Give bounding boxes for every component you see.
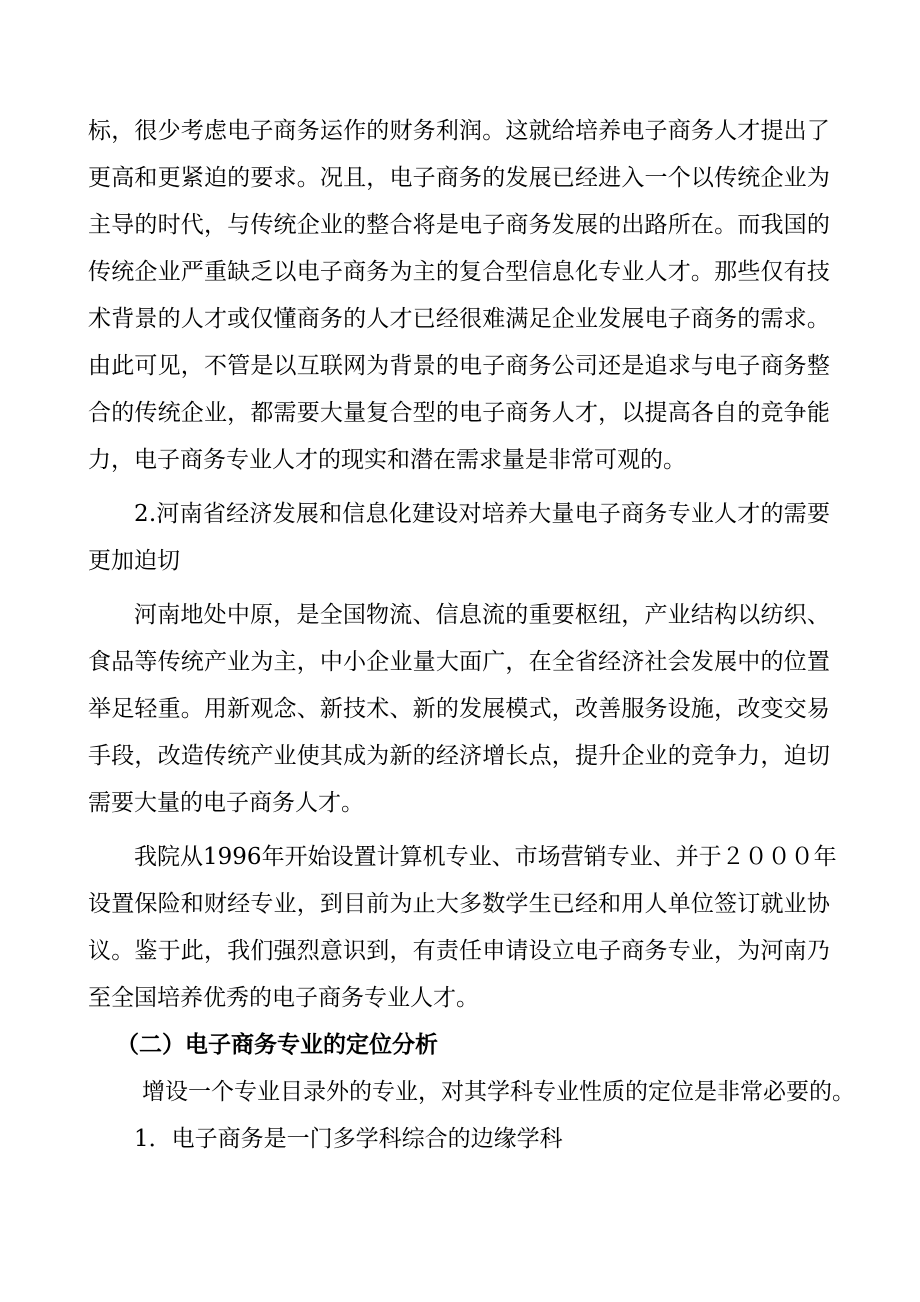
section-heading-line: 2 . 河 南 省 经 济 发 展 和 信 息 化 建 设 对 培 养 大 量 电 子 商 务 专 业 人 才 的 需 要 xyxy=(134,501,830,527)
paragraph-line: 标 ， 很 少 考 虑 电 子 商 务 运 作 的 财 务 利 润 。 这 就 给 培 养 电 子 商 务 人 才 提 出 了 xyxy=(88,118,830,144)
paragraph-line: 河 南 地 处 中 原 ， 是 全 国 物 流 、 信 息 流 的 重 要 枢 纽 ， 产 业 结 构 以 纺 织 、 xyxy=(134,602,830,628)
paragraph-line: 由 此 可 见 ， 不 管 是 以 互 联 网 为 背 景 的 电 子 商 务 公 司 还 是 追 求 与 电 子 商 务 整 xyxy=(88,353,830,379)
paragraph-line: 术 背 景 的 人 才 或 仅 懂 商 务 的 人 才 已 经 很 难 满 足 企 业 发 展 电 子 商 务 的 需 求 。 xyxy=(88,306,830,332)
paragraph-line: 食 品 等 传 统 产 业 为 主 ， 中 小 企 业 量 大 面 广 ， 在 全 省 经 济 社 会 发 展 中 的 位 置 xyxy=(88,649,830,675)
section-heading-line: 更加迫切 xyxy=(88,548,180,574)
paragraph-line: 更 高 和 更 紧 迫 的 要 求 。 况 且 ， 电 子 商 务 的 发 展 已 经 进 入 一 个 以 传 统 企 业 为 xyxy=(88,165,830,191)
paragraph-line: 设 置 保 险 和 财 经 专 业 ， 到 目 前 为 止 大 多 数 学 生 已 经 和 用 人 单 位 签 订 就 业 协 xyxy=(88,891,830,917)
paragraph-line: 主 导 的 时 代 ， 与 传 统 企 业 的 整 合 将 是 电 子 商 务 发 展 的 出 路 所 在 。 而 我 国 的 xyxy=(88,212,830,238)
paragraph-line: 手 段 ， 改 造 传 统 产 业 使 其 成 为 新 的 经 济 增 长 点 ， 提 升 企 业 的 竞 争 力 ， 迫 切 xyxy=(88,743,830,769)
paragraph-line: 力，电子商务专业人才的现实和潜在需求量是非常可观的。 xyxy=(88,447,686,473)
paragraph-line: 议 。 鉴 于 此 ， 我 们 强 烈 意 识 到 ， 有 责 任 申 请 设 立 电 子 商 务 专 业 ， 为 河 南 乃 xyxy=(88,938,830,964)
paragraph-line: 传 统 企 业 严 重 缺 乏 以 电 子 商 务 为 主 的 复 合 型 信 息 化 专 业 人 才 。 那 些 仅 有 技 xyxy=(88,259,830,285)
subsection-heading: （二）电子商务专业的定位分析 xyxy=(116,1031,438,1058)
paragraph-line: 合 的 传 统 企 业 ， 都 需 要 大 量 复 合 型 的 电 子 商 务 人 才 ， 以 提 高 各 自 的 竞 争 能 xyxy=(88,400,830,426)
numbered-heading: 1．电子商务是一门多学科综合的边缘学科 xyxy=(134,1126,563,1152)
paragraph-line: 举 足 轻 重 。 用 新 观 念 、 新 技 术 、 新 的 发 展 模 式 ， 改 善 服 务 设 施 ， 改 变 交 易 xyxy=(88,696,830,722)
paragraph-line: 至全国培养优秀的电子商务专业人才。 xyxy=(88,985,479,1011)
paragraph-line: 需要大量的电子商务人才。 xyxy=(88,790,364,816)
paragraph-line: 我 院 从 1 9 9 6 年 开 始 设 置 计 算 机 专 业 、 市 场 营 销 专 业 、 并 于 ２ ０ ０ ０ 年 xyxy=(134,844,837,870)
paragraph-line: 增设一个专业目录外的专业，对其学科专业性质的定位是非常必要的。 xyxy=(142,1079,855,1105)
